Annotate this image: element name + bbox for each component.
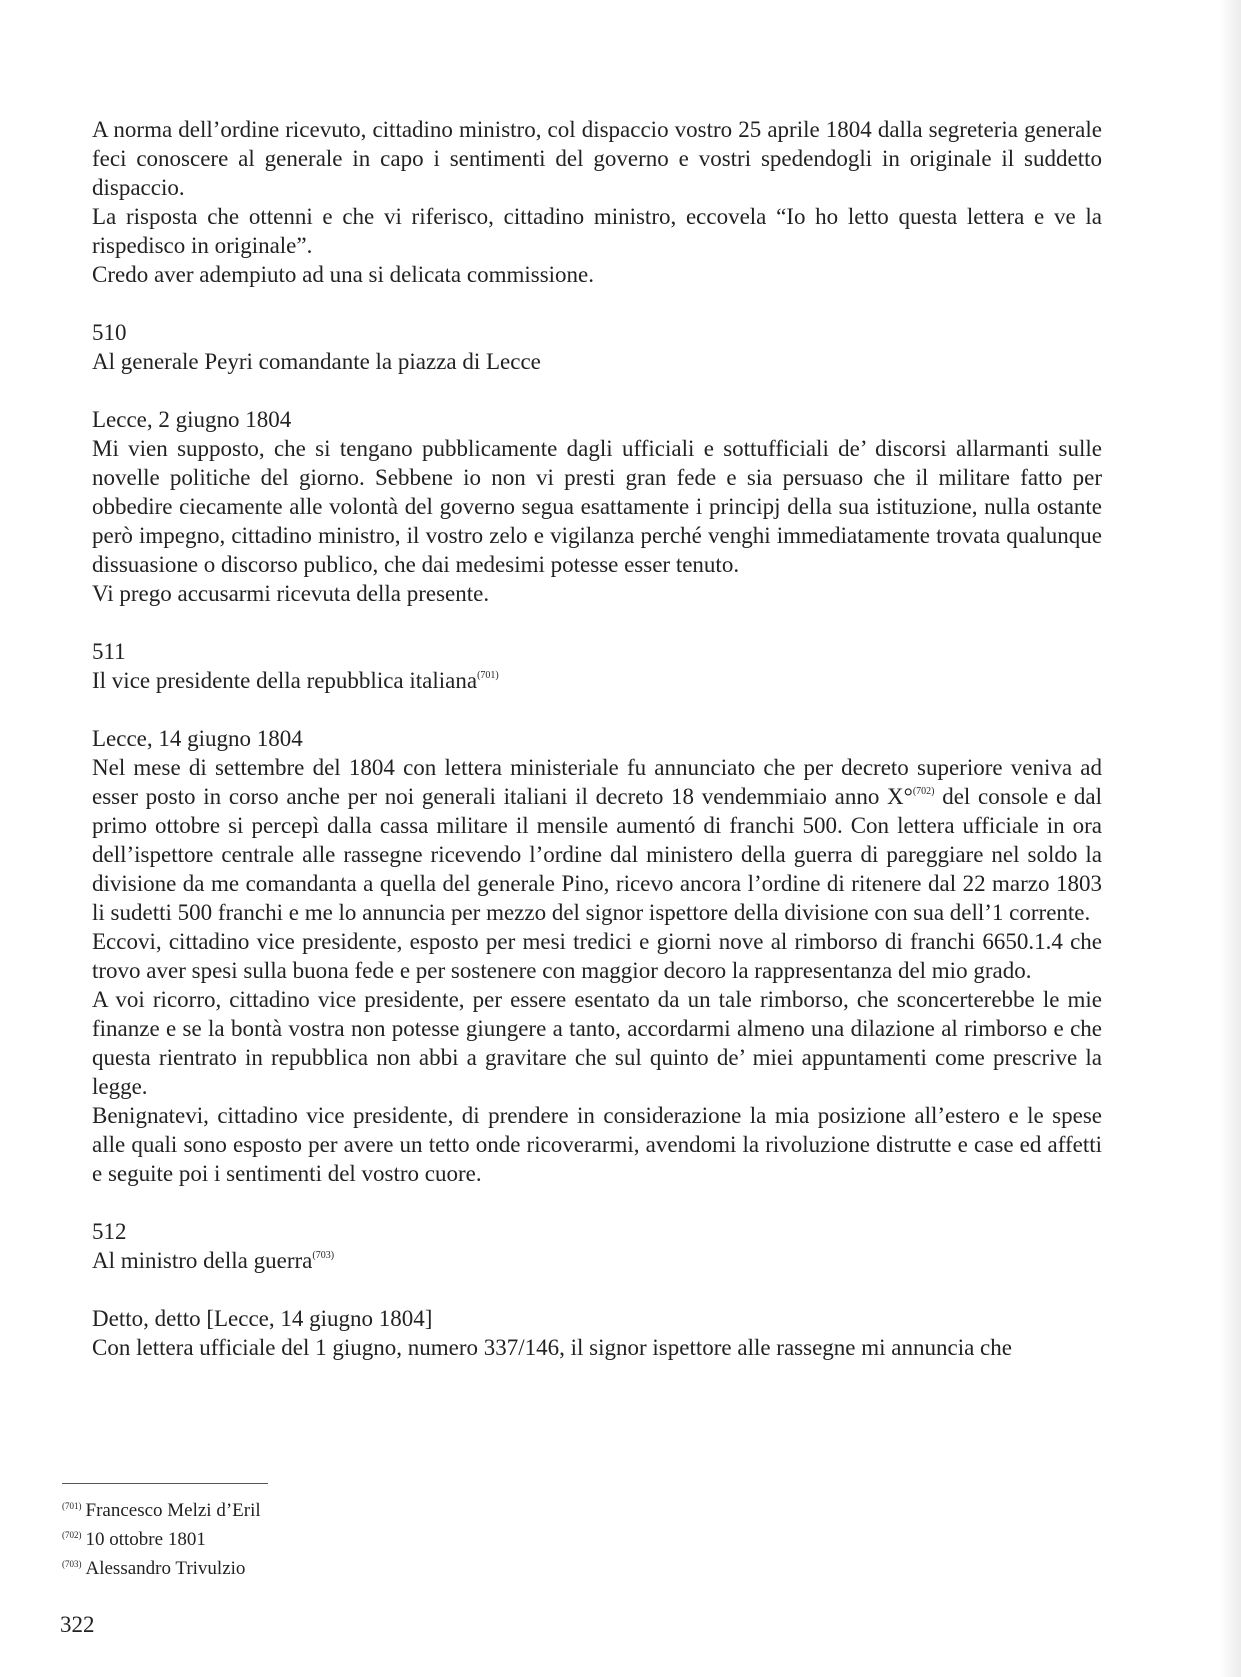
paragraph: Mi vien supposto, che si tengano pubblicamente dagli ufficiali e sottufficiali de’ discorsi allarmanti sulle novelle politiche del giorno. Sebbene io non vi presti gran fede e sia persuaso che il militare fatto per obbedire ciecamente alle volontà del governo segua esattamente i principj della sua istituzione, nulla ostante però impegno, cittadino ministro, il vostro zelo e vigilanza perché venghi immediatamente trovata qualunque dissuasione o discorso publico, che dai medesimi potesse esser tenuto.: [92, 436, 1102, 577]
main-text: [92, 115, 1102, 1362]
footnote-text: Francesco Melzi d’Eril: [85, 1500, 261, 1521]
footnote-mark: (702): [62, 1530, 82, 1540]
spacer: [92, 376, 1102, 405]
page-gutter-shadow: [1219, 0, 1241, 1677]
letter-date: Detto, detto [Lecce, 14 giugno 1804]: [92, 1306, 433, 1331]
letter-number: 512: [92, 1219, 127, 1244]
letter-date: Lecce, 14 giugno 1804: [92, 726, 303, 751]
letter-recipient: Al generale Peyri comandante la piazza di Lecce: [92, 349, 541, 374]
footnotes: [62, 1483, 762, 1581]
footnote-text: Alessandro Trivulzio: [85, 1558, 246, 1579]
paragraph-text: del console e dal primo ottobre si percepì dalla cassa militare il mensile aumentó di franchi 500. Con lettera ufficiale in ora dell’ispettore centrale alle rassegne ricevendo l’ordine dal ministero della guerra di pareggiare nel soldo la divisione da me comandanta a quella del generale Pino, ricevo ancora l’ordine di ritenere dal 22 marzo 1803 li sudetti 500 franchi e me lo annuncia per mezzo del signor ispettore della divisione con sua dell’1 corrente.: [92, 784, 1102, 925]
recipient-text: Il vice presidente della repubblica italiana: [92, 668, 478, 693]
paragraph: [92, 753, 1102, 927]
letter-date: Lecce, 2 giugno 1804: [92, 407, 292, 432]
footnote: [62, 1523, 762, 1552]
letter-recipient: [92, 1246, 1102, 1275]
footnote-text: 10 ottobre 1801: [85, 1529, 206, 1550]
page-number: 322: [60, 1612, 95, 1637]
footnote-ref: (702): [912, 786, 935, 797]
paragraph: Credo aver adempiuto ad una si delicata commissione.: [92, 262, 595, 287]
footnote-divider: [62, 1483, 268, 1484]
footnote-ref: (701): [477, 670, 499, 681]
spacer: [92, 289, 1102, 318]
spacer: [92, 1275, 1102, 1304]
spacer: [92, 1188, 1102, 1217]
paragraph: A norma dell’ordine ricevuto, cittadino ministro, col dispaccio vostro 25 aprile 1804 dalla segreteria generale feci conoscere al generale in capo i sentimenti del governo e vostri spedendogli in originale il suddetto dispaccio.: [92, 117, 1102, 200]
footnote-mark: (703): [62, 1559, 82, 1569]
paragraph: Eccovi, cittadino vice presidente, esposto per mesi tredici e giorni nove al rimborso di franchi 6650.1.4 che trovo aver spesi sulla buona fede e per sostenere con maggior decoro la rappresentanza del mio grado.: [92, 929, 1102, 983]
paragraph: A voi ricorro, cittadino vice presidente, per essere esentato da un tale rimborso, che sconcerterebbe le mie finanze e se la bontà vostra non potesse giungere a tanto, accordarmi almeno una dilazione al rimborso e che questa rientrato in repubblica non abbi a gravitare che sul quinto de’ miei appuntamenti come prescrive la legge.: [92, 987, 1102, 1099]
paragraph: Con lettera ufficiale del 1 giugno, numero 337/146, il signor ispettore alle rassegne mi annuncia che: [92, 1335, 1012, 1360]
footnote-mark: (701): [62, 1501, 82, 1511]
letter-number: 511: [92, 639, 126, 664]
spacer: [92, 608, 1102, 637]
spacer: [92, 695, 1102, 724]
paragraph-text: Nel mese di settembre del 1804 con lettera ministeriale fu annunciato che per decreto superiore veniva ad esser posto in corso anche per noi generali italiani il decreto 18 vendemmiaio anno X°: [92, 755, 1102, 809]
letter-recipient: [92, 666, 1102, 695]
paragraph: Benignatevi, cittadino vice presidente, di prendere in considerazione la mia posizione all’estero e le spese alle quali sono esposto per avere un tetto onde ricoverarmi, avendomi la rivoluzione distrutte e case ed affetti e seguite poi i sentimenti del vostro cuore.: [92, 1103, 1102, 1186]
paragraph: Vi prego accusarmi ricevuta della presente.: [92, 581, 490, 606]
footnote: [62, 1494, 762, 1523]
letter-number: 510: [92, 320, 127, 345]
footnote-ref: (703): [312, 1250, 335, 1261]
recipient-text: Al ministro della guerra: [92, 1248, 313, 1273]
paragraph: La risposta che ottenni e che vi riferisco, cittadino ministro, eccovela “Io ho letto questa lettera e ve la rispedisco in originale”.: [92, 204, 1102, 258]
footnote: [62, 1552, 762, 1581]
